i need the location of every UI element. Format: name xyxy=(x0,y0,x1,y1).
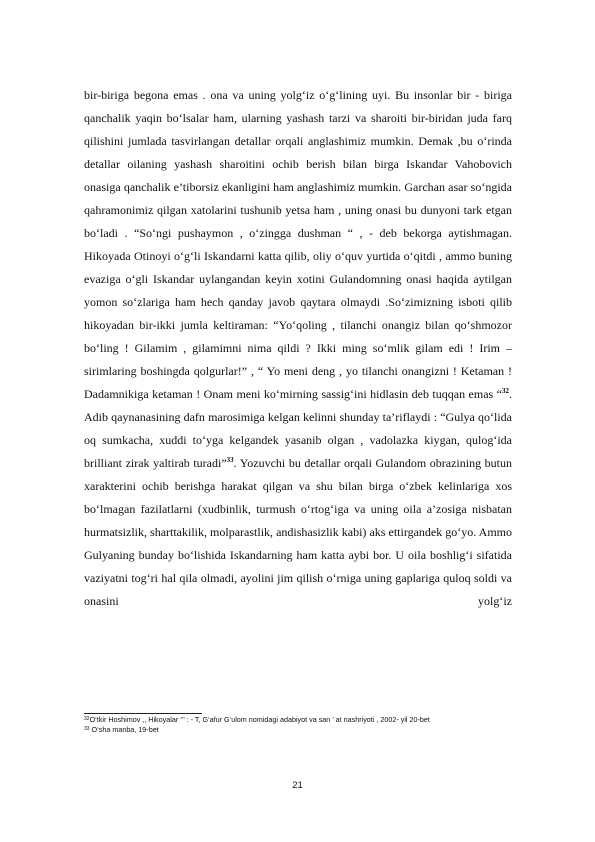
footnote-32 xyxy=(84,715,512,725)
footnote-ref-32[interactable]: 32 xyxy=(502,387,509,395)
footnote-number: 32 xyxy=(84,716,90,722)
footnote-text: O‘sha manba, 19-bet xyxy=(89,725,159,734)
footnotes xyxy=(84,715,512,735)
body-text-part-1: bir-biriga begona emas . ona va uning yolg‘iz o‘g‘lining uyi. Bu insonlar bir - biriga qanchalik yaqin bo‘lsalar ham, ularning yashash tarzi va sharoiti bir-biridan juda farq qilishini jumlada tasvirlangan detallar orqali anglashimiz mumkin. Demak ,bu o‘rinda detallar oilaning yashash sharoitini ochib berish bilan birga Iskandar Vahobovich onasiga qanchalik e’tiborsiz ekanligini ham anglashimiz mumkin. Garchan asar so‘ngida qahramonimiz qilgan xatolarini tushunib yetsa ham , uning onasi bu dunyoni tark etgan bo‘ladi . “So‘ngi pushaymon , o‘zingga dushman “ , - deb bekorga aytishmagan. Hikoyada Otinoyi o‘g‘li Iskandarni katta qilib, oliy o‘quv yurtida o‘qitdi , ammo buning evaziga o‘gli Iskandar uylangandan keyin xotini Gulandomning onasi haqida aytilgan yomon so‘zlariga ham hech qanday javob qaytara olmaydi .So‘zimizning isboti qilib hikoyadan bir-ikki jumla keltiraman: “Yo‘qoling , tilanchi onangiz bilan qo‘shmozor bo‘ling ! Gilamim , gilamimni nima qildi ? Ikki ming so‘mlik gilam edi ! Irim – sirimlaring boshingda qolgurlar!” , “ Yo meni deng , yo tilanchi onangizni ! Ketaman ! Dadamnikiga ketaman ! Onam meni ko‘mirning sassig‘ini hidlasin deb tuqqan emas “ xyxy=(84,88,512,401)
footnote-text: O‘tkir Hoshimov ,, Hikoyalar ‘’’ : - T, G‘afur G‘ulom nomidagi adabiyot va san ’ at nashriyoti , 2002- yil 20-bet xyxy=(89,715,430,724)
body-text-part-2: . Adib qaynanasining dafn marosimiga kelgan kelinni shunday ta’riflaydi : “Gulya qo‘lida oq sumkacha, xuddi to‘yga kelgandek yasanib olgan , vadolazka kiygan, qulog‘ida brilliant zirak yaltirab turadi” xyxy=(84,387,512,470)
footnote-33 xyxy=(84,725,512,735)
footnote-ref-33[interactable]: 33 xyxy=(226,456,234,464)
footnote-number: 33 xyxy=(84,726,90,732)
body-paragraph xyxy=(84,84,512,613)
page-number: 21 xyxy=(292,780,303,791)
footnote-separator xyxy=(84,713,202,714)
body-text-part-3: . Yozuvchi bu detallar orqali Gulandom obrazining butun xarakterini ochib berishga harakat qilgan va shu bilan birga o‘zbek kelinlariga xos bo‘lmagan fazilatlarni (xudbinlik, turmush o‘rtog‘iga va uning oila a’zosiga nisbatan hurmatsizlik, sharttakilik, molparastlik, andishasizlik kabi) aks ettirgandek go‘yo. Ammo Gulyaning bunday bo‘lishida Iskandarning ham katta aybi bor. U oila boshlig‘i sifatida vaziyatni tog‘ri hal qila olmadi, ayolini jim qilish o‘rniga uning gaplariga quloq soldi va onasini yolg‘iz xyxy=(84,456,512,608)
